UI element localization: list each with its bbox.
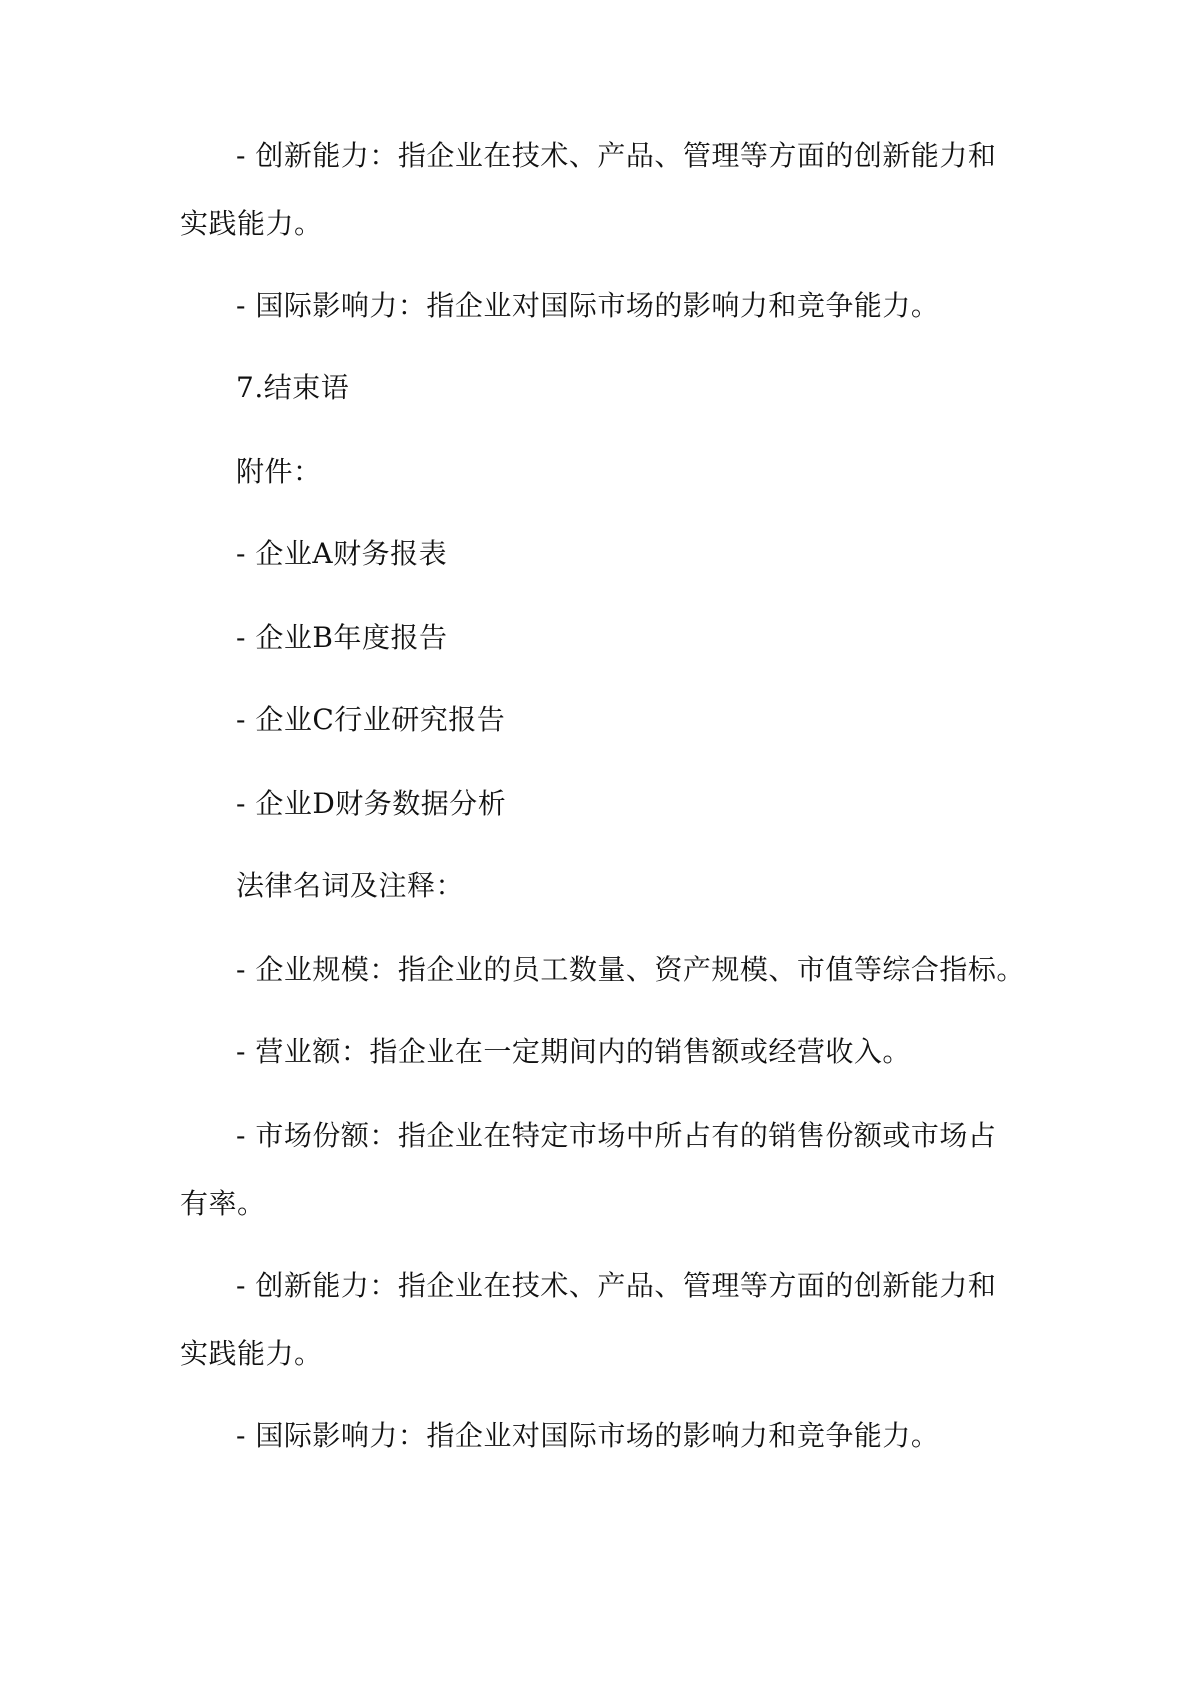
definition-market-share-line-1: - 市场份额：指企业在特定市场中所占有的销售份额或市场占 [236,1119,997,1152]
definition-market-share-line-2: 有率。 [180,1187,266,1220]
attachment-item-a: - 企业A财务报表 [236,537,448,570]
attachment-item-b: - 企业B年度报告 [236,621,448,654]
definition-innovation-line-2: 实践能力。 [180,207,323,240]
definition-international-influence-repeat: - 国际影响力：指企业对国际市场的影响力和竞争能力。 [236,1419,940,1452]
definition-turnover: - 营业额：指企业在一定期间内的销售额或经营收入。 [236,1035,911,1068]
attachment-item-d: - 企业D财务数据分析 [236,787,507,820]
attachment-item-c: - 企业C行业研究报告 [236,703,506,736]
definition-international-influence: - 国际影响力：指企业对国际市场的影响力和竞争能力。 [236,289,940,322]
definition-enterprise-scale: - 企业规模：指企业的员工数量、资产规模、市值等综合指标。 [236,953,1025,986]
section-heading-conclusion: 7.结束语 [236,371,350,404]
definition-innovation-line-1: - 创新能力：指企业在技术、产品、管理等方面的创新能力和 [236,139,997,172]
attachments-heading: 附件： [236,455,322,488]
glossary-heading: 法律名词及注释： [236,869,465,902]
definition-innovation-repeat-line-1: - 创新能力：指企业在技术、产品、管理等方面的创新能力和 [236,1269,997,1302]
definition-innovation-repeat-line-2: 实践能力。 [180,1337,323,1370]
